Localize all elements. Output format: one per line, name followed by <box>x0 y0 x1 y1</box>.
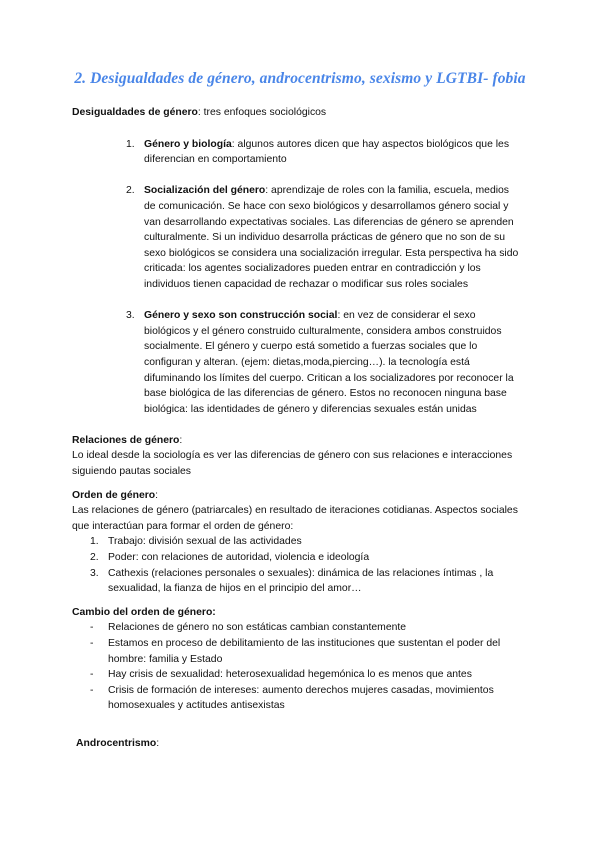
document-title: 2. Desigualdades de género, androcentrismo, sexismo y LGTBI- fobia <box>74 70 526 87</box>
enfoque-text: : aprendizaje de roles con la familia, escuela, medios de comunicación. Se hace con sexo biológicos y desarrollamos género social y van desarrollando expectativas sociales. Las diferencias de género se aprenden culturalmente. Si un individuo desarrolla prácticas de género que no son de su sexo biológicos se considera una socialización irregular. Esta perspectiva ha sido criticada: los agentes socializadores pueden entrar en contradicción y los individuos tienen capacidad de rechazar o modificar sus roles sociales <box>144 185 519 290</box>
orden-text: Las relaciones de género (patriarcales) en resultado de iteraciones cotidianas. Aspectos sociales que interactúan para formar el orden de género: <box>72 505 518 532</box>
relaciones-heading-line <box>72 433 532 449</box>
list-text: Estamos en proceso de debilitamiento de las instituciones que sustentan el poder del hombre: familia y Estado <box>108 638 501 665</box>
enfoque-heading: Género y sexo son construcción social <box>144 310 338 322</box>
enfoque-text: : en vez de considerar el sexo biológicos y el género construido culturalmente, considera ambos construidos socialmente. El género y cuerpo está sometido a fuerzas sociales que lo configuran y alteran. (ejem: dietas,moda,piercing…). la tecnología está difuminando los límites del cuerpo. Critican a los socializadores por reconocer la base biológica de las diferencias de género. Estos no reconocen ninguna base biológica: las identidades de género y diferencias sexuales están unidas <box>144 310 514 415</box>
orden-heading-line <box>72 488 532 504</box>
androcentrismo-heading-line <box>72 736 532 752</box>
dash-bullet: - <box>90 684 94 696</box>
cambio-section <box>72 605 532 714</box>
orden-list <box>72 534 532 596</box>
cambio-heading: Cambio del orden de género: <box>72 606 216 618</box>
enfoque-text: : algunos autores dicen que hay aspectos biológicos que les diferencian en comportamiento <box>144 138 510 166</box>
orden-colon: : <box>155 489 159 501</box>
desigualdades-intro <box>72 105 532 121</box>
relaciones-heading: Relaciones de género <box>72 434 180 446</box>
enfoque-item <box>72 137 532 168</box>
enfoque-item <box>72 308 532 417</box>
androcentrismo-colon: : <box>156 737 160 749</box>
list-item <box>72 566 532 597</box>
cambio-heading-line <box>72 605 532 621</box>
list-item <box>72 636 532 667</box>
list-number: 1. <box>90 536 99 548</box>
list-text: Trabajo: división sexual de las actividades <box>108 536 302 548</box>
list-item <box>72 534 532 550</box>
section-spacer <box>72 480 532 488</box>
androcentrismo-heading: Androcentrismo <box>76 737 157 749</box>
list-text: Hay crisis de sexualidad: heterosexualidad hegemónica lo es menos que antes <box>108 669 472 681</box>
list-number: 2. <box>90 552 99 564</box>
enfoque-number: 3. <box>126 310 135 322</box>
enfoque-item <box>72 183 532 292</box>
enfoque-number: 1. <box>126 138 135 150</box>
list-text: Poder: con relaciones de autoridad, violencia e ideología <box>108 552 370 564</box>
desigualdades-heading: Desigualdades de género <box>72 107 198 118</box>
relaciones-text: Lo ideal desde la sociología es ver las diferencias de género con sus relaciones e interacciones siguiendo pautas sociales <box>72 450 513 478</box>
relaciones-colon: : <box>179 434 183 446</box>
enfoque-heading: Socialización del género <box>144 185 266 197</box>
list-text: Crisis de formación de intereses: aumento derechos mujeres casadas, movimientos homosexuales y actitudes antisexistas <box>108 684 494 712</box>
list-text: Relaciones de género no son estáticas cambian constantemente <box>108 622 407 634</box>
enfoque-heading: Género y biología <box>144 138 232 150</box>
document-body <box>72 105 532 752</box>
list-item <box>72 550 532 566</box>
desigualdades-intro-text: : tres enfoques sociológicos <box>197 107 327 118</box>
section-spacer <box>72 597 532 605</box>
enfoques-list <box>72 137 532 418</box>
cambio-list <box>72 620 532 714</box>
dash-bullet: - <box>90 638 94 649</box>
list-item <box>72 667 532 683</box>
list-text: Cathexis (relaciones personales o sexuales): dinámica de las relaciones íntimas , la sexualidad, la fianza de hijos en el principio del amor… <box>108 567 494 595</box>
list-item <box>72 683 532 714</box>
list-item <box>72 620 532 636</box>
enfoque-number: 2. <box>126 185 135 197</box>
dash-bullet: - <box>90 622 94 634</box>
relaciones-section <box>72 433 532 480</box>
orden-section <box>72 488 532 597</box>
dash-bullet: - <box>90 669 94 681</box>
list-number: 3. <box>90 567 99 579</box>
orden-heading: Orden de género <box>72 489 156 501</box>
